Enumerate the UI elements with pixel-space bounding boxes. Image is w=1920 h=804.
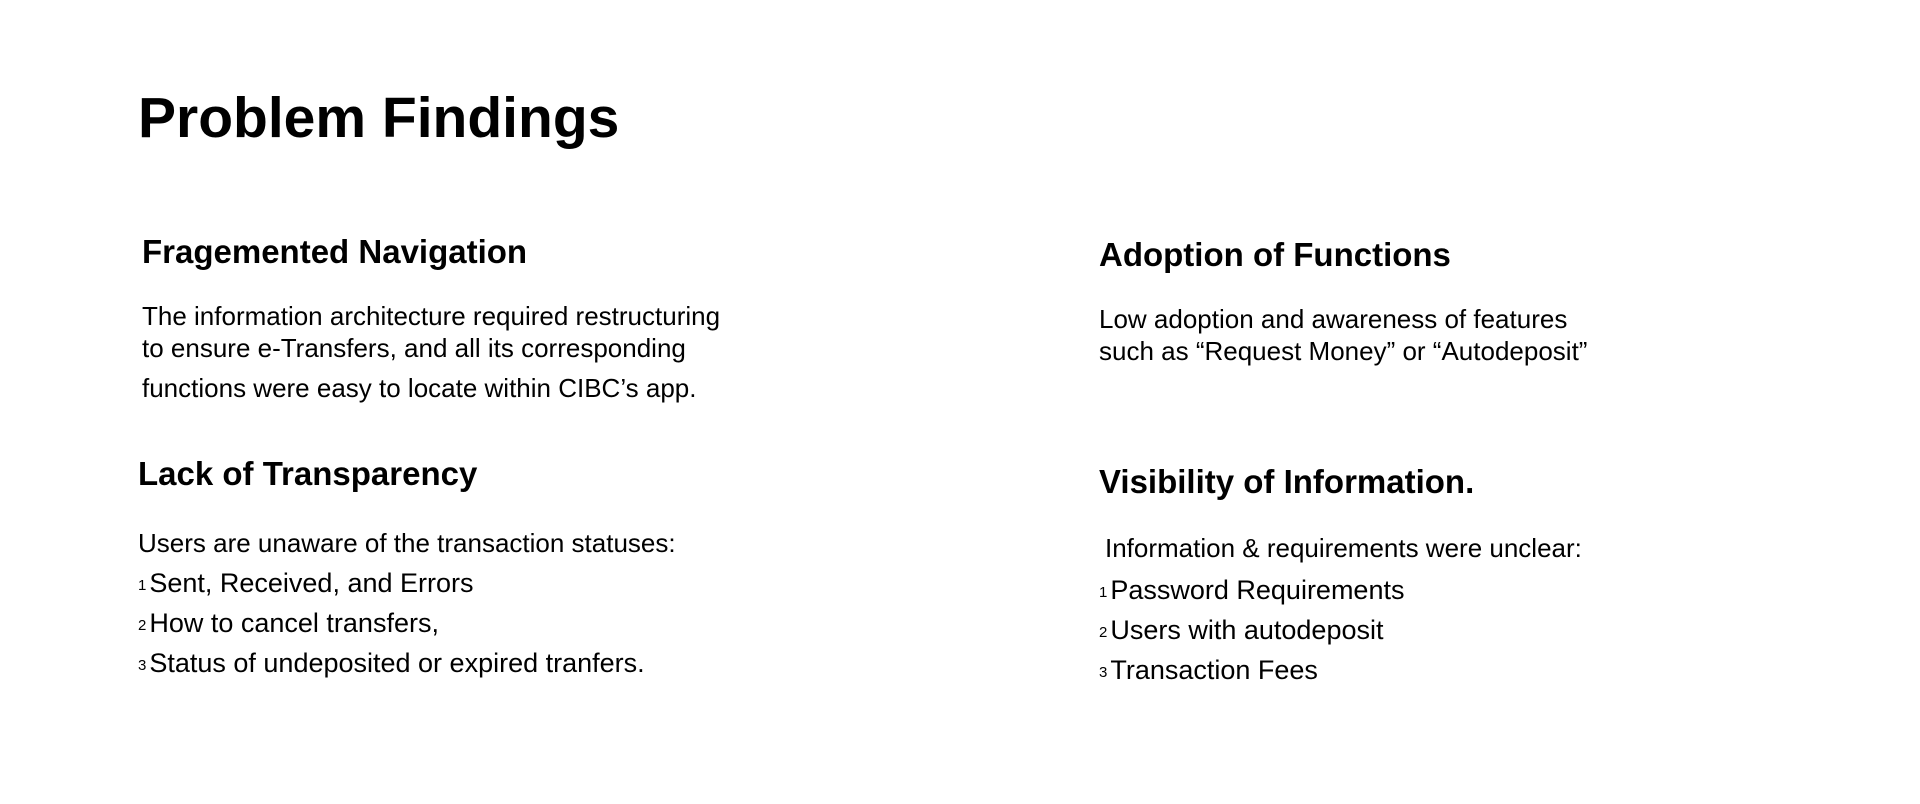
section-heading: Fragemented Navigation — [142, 233, 528, 270]
numbered-list — [138, 563, 676, 683]
list-item — [1099, 650, 1582, 690]
list-marker: 1 — [1099, 584, 1108, 601]
section-fragmented-navigation — [142, 232, 720, 404]
list-item-text: How to cancel transfers, — [149, 608, 439, 638]
section-body — [1099, 303, 1587, 367]
list-marker: 1 — [138, 577, 147, 594]
body-line: functions were easy to locate within CIBC’s app. — [142, 373, 697, 403]
body-line: such as “Request Money” or “Autodeposit” — [1099, 336, 1588, 366]
list-marker: 3 — [1099, 664, 1108, 681]
list-item-text: Sent, Received, and Errors — [149, 568, 474, 598]
section-adoption-of-functions — [1099, 235, 1587, 367]
section-heading: Lack of Transparency — [138, 455, 478, 492]
list-item-text: Password Requirements — [1110, 575, 1405, 605]
list-item — [138, 563, 676, 603]
list-marker: 2 — [138, 617, 147, 634]
section-heading: Adoption of Functions — [1099, 236, 1451, 273]
section-lack-of-transparency — [138, 454, 676, 683]
list-marker: 3 — [138, 657, 147, 674]
section-visibility-of-information — [1099, 462, 1582, 690]
list-item-text: Transaction Fees — [1110, 655, 1318, 685]
list-item-text: Status of undeposited or expired tranfers. — [149, 648, 645, 678]
list-item — [138, 603, 676, 643]
list-item — [1099, 610, 1582, 650]
list-item — [1099, 570, 1582, 610]
section-body — [142, 300, 720, 404]
page-title: Problem Findings — [138, 86, 620, 150]
body-line: The information architecture required restructuring — [142, 301, 721, 331]
section-intro: Users are unaware of the transaction statuses: — [138, 528, 676, 558]
body-line: to ensure e-Transfers, and all its corresponding — [142, 333, 686, 363]
numbered-list — [1099, 570, 1582, 690]
list-marker: 2 — [1099, 624, 1108, 641]
list-item-text: Users with autodeposit — [1110, 615, 1384, 645]
section-heading: Visibility of Information. — [1099, 463, 1475, 500]
body-line: Low adoption and awareness of features — [1099, 304, 1568, 334]
section-intro: Information & requirements were unclear: — [1105, 533, 1582, 563]
list-item — [138, 643, 676, 683]
